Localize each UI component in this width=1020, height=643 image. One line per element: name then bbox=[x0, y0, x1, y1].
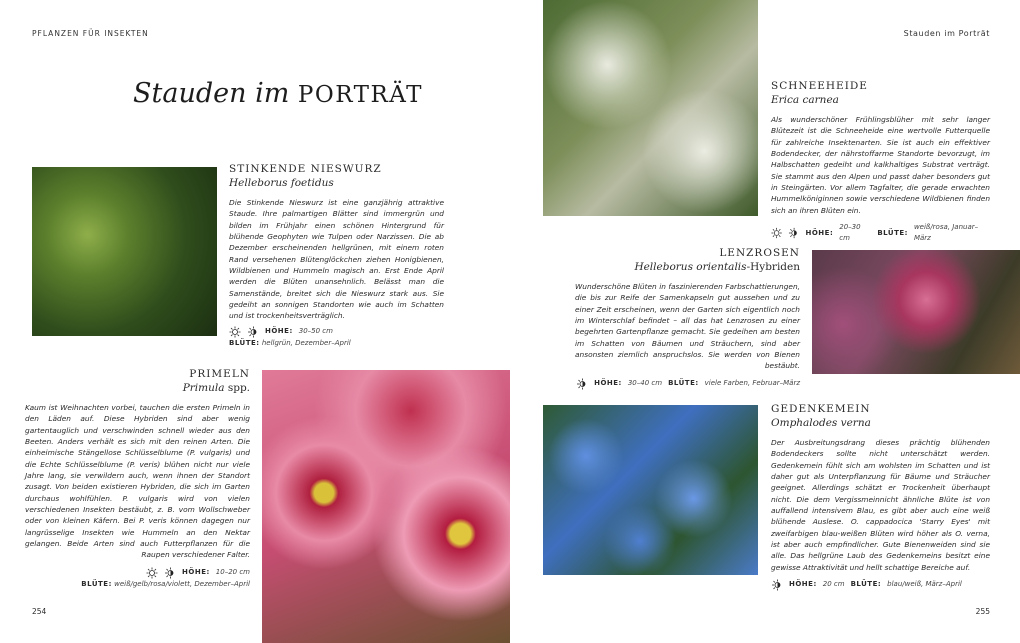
height-label: HÖHE: bbox=[789, 580, 817, 589]
bloom-label: BLÜTE: bbox=[229, 338, 260, 347]
height-value: 20 cm bbox=[822, 580, 845, 589]
entry-lenzrosen bbox=[575, 247, 800, 390]
entry-text: Die Stinkende Nieswurz ist eine ganzjährig attraktive Staude. Ihre palmartigen Blätter sind immergrün und bilden im Frühjahr einen schönen Hintergrund für blühende Geophyten wie Tulpen oder Narzissen. Die ab Dezember erscheinenden hellgrünen, mit einem roten Rand versehenen Blütenglöckchen ziehen Honigbienen, Wildbienen und Hummeln magisch an. Erst Ende April werden die Blüten unansehnlich. Belässt man die Samenstände, breitet sich die Nieswurz stark aus. Sie gedeiht an sonnigen Standorten wie auch im Schatten und ist trockenheitsverträglich. bbox=[229, 198, 444, 321]
entry-name: GEDENKEMEIN bbox=[771, 403, 871, 415]
entry-name: SCHNEEHEIDE bbox=[771, 80, 868, 92]
entry-text: Als wunderschöner Frühlingsblüher mit sehr langer Blütezeit ist die Schneeheide eine wertvolle Futterquelle für zahlreiche Insektenarten. Sie ist auch ein effektiver Bodendecker, der nährstoffarme Standorte bevorzugt, im Halbschatten gedeiht und kalkhaltiges Substrat verträgt. Sie stammt aus den Alpen und passt daher besonders gut in Steingärten. Vor allem Tagfalter, die gerade erwachten Hummelköniginnen sowie verschiedene Wildbienen finden sich an ihren Blüten ein. bbox=[771, 115, 990, 215]
sun-icon bbox=[771, 227, 782, 239]
photo-gedenkemein bbox=[543, 405, 758, 575]
entry-gedenkemein bbox=[771, 403, 990, 591]
entry-text: Der Ausbreitungsdrang dieses prächtig blühenden Bodendeckers sollte nicht unterschätzt werden. Gedenkemein fühlt sich am wohlsten im Schatten und ist daher gut als Unterpflanzung für Bäume und Sträucher geeignet. Allerdings schätzt er Trockenheit überhaupt nicht. Die dem Vergissmeinnicht ähnliche Blüte ist von auffallend intensivem Blau, es gibt aber auch eine weiß blühende Auslese. O. cappadocica 'Starry Eyes' mit zweifarbigen blau-weißen Blüten wird höher als O. verna, ist aber auch empfindlicher. Gute Bienenweiden sind sie alle. Das hellgrüne Laub des Gedenkemeins besitzt eine gewisse Attraktivität und hellt schattige Bereiche auf. bbox=[771, 438, 990, 572]
entry-latin: Helleborus foetidus bbox=[229, 177, 334, 189]
entry-latin-suffix: -Hybriden bbox=[746, 261, 800, 273]
entry-nieswurz bbox=[229, 163, 444, 349]
entry-latin: Erica carnea bbox=[771, 94, 839, 106]
entry-latin: Primula bbox=[182, 382, 225, 394]
entry-name: PRIMELN bbox=[189, 368, 250, 380]
height-label: HÖHE: bbox=[182, 568, 210, 577]
height-label: HÖHE: bbox=[594, 379, 622, 388]
bloom-value: blau/weiß, März–April bbox=[887, 580, 962, 589]
bloom-label: BLÜTE: bbox=[877, 228, 908, 237]
bloom-label: BLÜTE: bbox=[81, 579, 112, 588]
entry-latin-suffix: spp. bbox=[227, 382, 250, 394]
height-value: 10–20 cm bbox=[215, 568, 250, 577]
running-head-left: PFLANZEN FÜR INSEKTEN bbox=[32, 29, 149, 38]
half-shade-icon bbox=[576, 378, 588, 390]
page-title bbox=[133, 78, 423, 109]
page-number-left: 254 bbox=[32, 607, 47, 616]
height-value: 30–40 cm bbox=[627, 379, 663, 388]
height-label: HÖHE: bbox=[805, 228, 834, 237]
photo-lenzrosen bbox=[812, 250, 1020, 374]
title-caps: PORTRÄT bbox=[297, 82, 424, 108]
height-label: HÖHE: bbox=[265, 327, 293, 336]
entry-schneeheide bbox=[771, 80, 990, 245]
bloom-value: viele Farben, Februar–März bbox=[704, 379, 800, 388]
sun-icon bbox=[229, 326, 241, 338]
entry-latin: Helleborus orientalis bbox=[634, 261, 747, 273]
height-value: 20–30 cm bbox=[839, 223, 861, 243]
bloom-value: weiß/rosa, Januar–März bbox=[913, 223, 979, 243]
height-value: 30–50 cm bbox=[298, 327, 333, 336]
sun-icon bbox=[146, 567, 158, 579]
running-head-right: Stauden im Porträt bbox=[903, 29, 990, 38]
photo-schneeheide bbox=[543, 0, 758, 216]
entry-name: STINKENDE NIESWURZ bbox=[229, 163, 382, 175]
photo-primeln bbox=[262, 370, 510, 643]
bloom-value: weiß/gelb/rosa/violett, Dezember–April bbox=[114, 579, 250, 588]
bloom-value: hellgrün, Dezember–April bbox=[261, 338, 351, 347]
entry-latin: Omphalodes verna bbox=[771, 417, 871, 429]
entry-name: LENZROSEN bbox=[719, 247, 800, 259]
entry-primeln bbox=[25, 368, 250, 590]
half-shade-icon bbox=[771, 579, 783, 591]
title-italic: Stauden im bbox=[133, 78, 290, 109]
half-shade-icon bbox=[164, 567, 176, 579]
bloom-label: BLÜTE: bbox=[668, 379, 699, 388]
entry-text: Kaum ist Weihnachten vorbei, tauchen die ersten Primeln in den Läden auf. Diese Hybriden sind aber wenig gartentauglich und verschwinden schnell wieder aus den Beeten. Anders verhält es sich mit den reinen Arten. Die einheimische Stängellose Schlüsselblume (P. vulgaris) und die Echte Schlüsselblume (P. veris) blühen nicht nur viele Jahre lang, sie verwildern auch, wenn ihnen der Standort zusagt. Von beiden existieren Hybriden, die sich im Garten durchaus wohlfühlen. P. vulgaris wird von vielen verschiedenen Insekten bestäubt, z. B. vom Wollschweber oder von kleinen Käfern. Bei P. veris können dagegen nur langrüsselige Insekten wie Hummeln an den Nektar gelangen. Beide Arten sind auch Futterpflanzen für die Raupen verschiedener Falter. bbox=[25, 403, 250, 560]
page-number-right: 255 bbox=[975, 607, 990, 616]
bloom-label: BLÜTE: bbox=[850, 580, 882, 589]
entry-text: Wunderschöne Blüten in faszinierenden Farbschattierungen, die bis zur Reife der Samenkapseln gut aussehen und zu einer Zeit erscheinen, wenn der Garten sich eigentlich noch im Winterschlaf befindet – all das hat Lenzrosen zu einer begehrten Gartenpflanze gemacht. Sie gedeihen am besten im Schatten von Bäumen und Sträuchern, sind aber ansonsten ziemlich anspruchslos. Sie werden von Bienen bestäubt. bbox=[575, 282, 800, 371]
half-shade-icon bbox=[247, 326, 259, 338]
photo-nieswurz bbox=[32, 167, 217, 336]
half-shade-icon bbox=[788, 227, 799, 239]
